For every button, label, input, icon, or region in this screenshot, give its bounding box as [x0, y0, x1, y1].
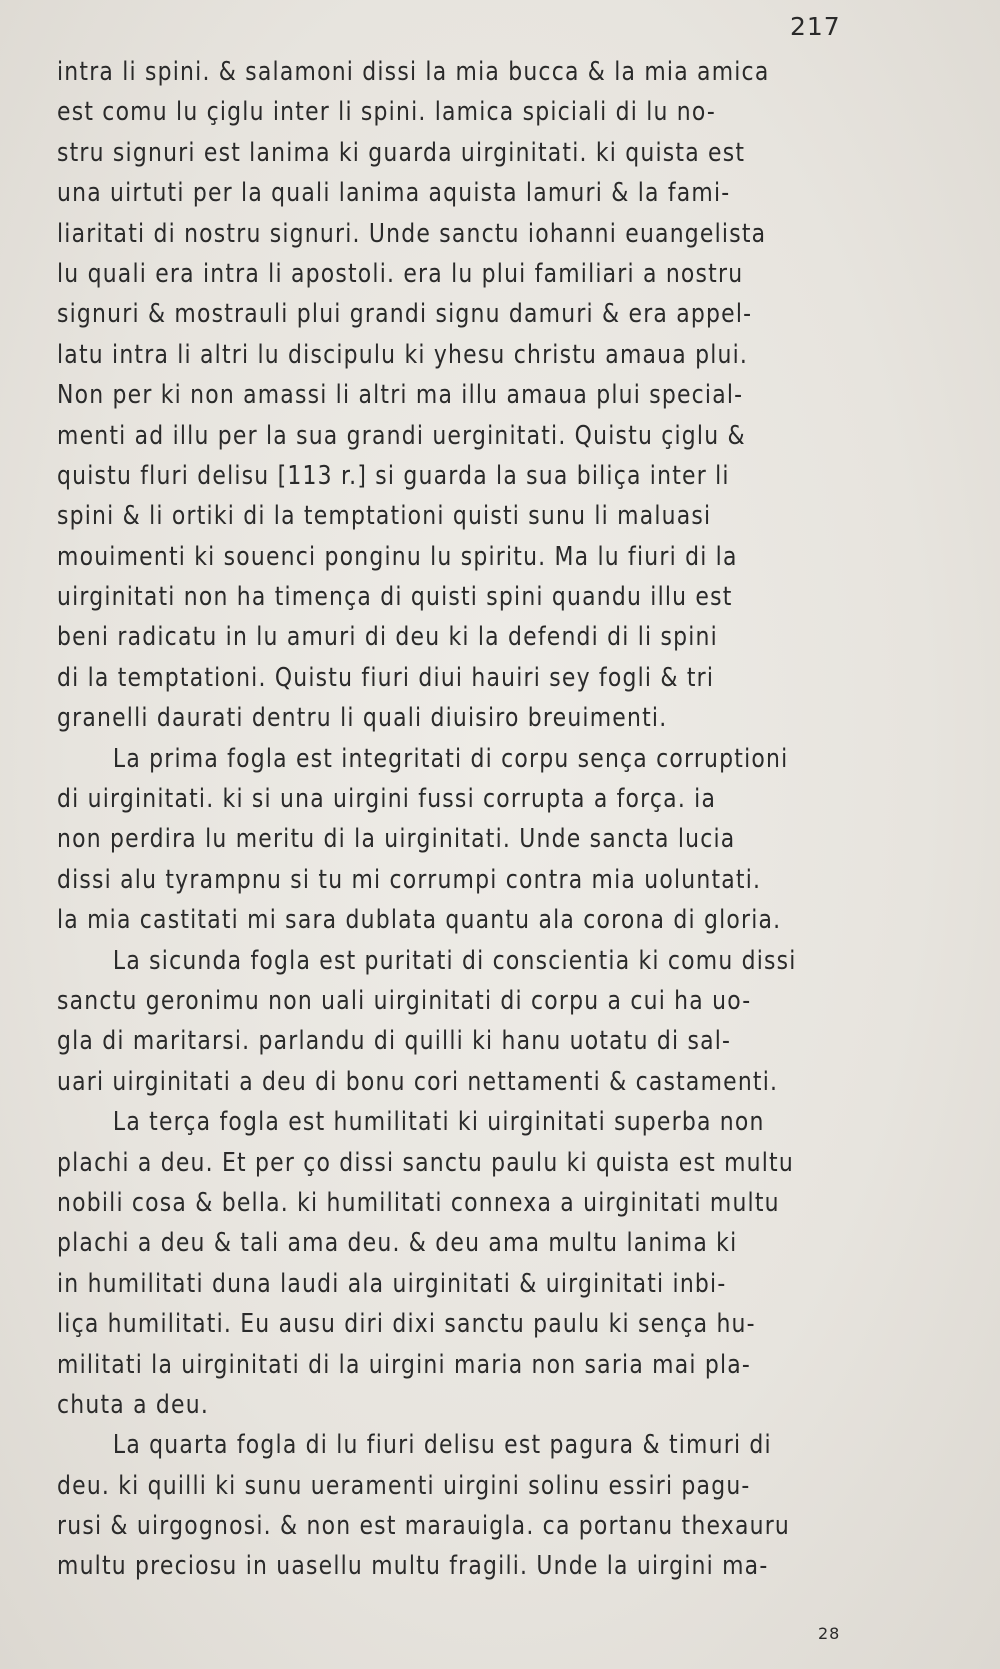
text-line: chuta a deu.: [57, 1389, 210, 1420]
text-line: La sicunda fogla est puritati di conscientia ki comu dissi: [112, 945, 797, 976]
text-line: gla di maritarsi. parlandu di quilli ki hanu uotatu di sal-: [57, 1026, 732, 1057]
text-line: La quarta fogla di lu fiuri delisu est pagura & timuri di: [112, 1430, 772, 1461]
text-line: sanctu geronimu non uali uirginitati di corpu a cui ha uo-: [57, 985, 752, 1016]
signature-mark: 28: [818, 1624, 841, 1643]
text-line: deu. ki quilli ki sunu ueramenti uirgini solinu essiri pagu-: [57, 1470, 751, 1501]
text-line: non perdira lu meritu di la uirginitati. Unde sancta lucia: [57, 824, 736, 855]
text-line: plachi a deu & tali ama deu. & deu ama multu lanima ki: [57, 1228, 738, 1259]
text-line: la mia castitati mi sara dublata quantu ala corona di gloria.: [57, 905, 782, 936]
text-line: menti ad illu per la sua grandi uerginitati. Quistu çiglu &: [57, 420, 746, 451]
text-line: beni radicatu in lu amuri di deu ki la defendi di li spini: [57, 622, 718, 653]
text-line: signuri & mostrauli plui grandi signu damuri & era appel-: [57, 299, 753, 330]
text-line: granelli daurati dentru li quali diuisiro breuimenti.: [57, 703, 668, 734]
text-line: est comu lu çiglu inter li spini. lamica spiciali di lu no-: [57, 97, 717, 128]
text-line: uirginitati non ha timença di quisti spini quandu illu est: [57, 582, 733, 613]
text-line: La prima fogla est integritati di corpu sença corruptioni: [112, 743, 789, 774]
text-line: quistu fluri delisu [113 r.] si guarda la sua biliça inter li: [57, 460, 730, 491]
text-line: dissi alu tyrampnu si tu mi corrumpi contra mia uoluntati.: [57, 864, 762, 895]
text-line: di la temptationi. Quistu fiuri diui hauiri sey fogli & tri: [57, 662, 715, 693]
text-line: La terça fogla est humilitati ki uirginitati superba non: [112, 1107, 765, 1138]
text-line: liaritati di nostru signuri. Unde sanctu iohanni euangelista: [57, 218, 767, 249]
text-line: uari uirginitati a deu di bonu cori nettamenti & castamenti.: [57, 1066, 779, 1097]
text-line: nobili cosa & bella. ki humilitati connexa a uirginitati multu: [57, 1187, 780, 1218]
text-line: latu intra li altri lu discipulu ki yhesu christu amaua plui.: [57, 339, 749, 370]
text-line: in humilitati duna laudi ala uirginitati & uirginitati inbi-: [57, 1268, 727, 1299]
text-line: Non per ki non amassi li altri ma illu amaua plui special-: [57, 380, 744, 411]
text-line: militati la uirginitati di la uirgini maria non saria mai pla-: [57, 1349, 752, 1380]
text-line: rusi & uirgognosi. & non est marauigla. ca portanu thexauru: [57, 1511, 791, 1542]
text-line: intra li spini. & salamoni dissi la mia bucca & la mia amica: [57, 57, 770, 87]
text-line: lu quali era intra li apostoli. era lu plui familiari a nostru: [57, 258, 744, 289]
text-line: stru signuri est lanima ki guarda uirginitati. ki quista est: [57, 137, 746, 168]
text-line: mouimenti ki souenci ponginu lu spiritu. Ma lu fiuri di la: [57, 541, 738, 572]
page-text-body: [57, 52, 917, 1587]
text-line: una uirtuti per la quali lanima aquista lamuri & la fami-: [57, 178, 731, 209]
text-line: liça humilitati. Eu ausu diri dixi sanctu paulu ki sença hu-: [57, 1309, 756, 1340]
text-line: spini & li ortiki di la temptationi quisti sunu li maluasi: [57, 501, 712, 532]
text-line: multu preciosu in uasellu multu fragili. Unde la uirgini ma-: [57, 1551, 769, 1582]
text-line: plachi a deu. Et per ço dissi sanctu paulu ki quista est multu: [57, 1147, 794, 1178]
text-line: di uirginitati. ki si una uirgini fussi corrupta a força. ia: [57, 784, 717, 815]
page-number: 217: [790, 12, 841, 41]
